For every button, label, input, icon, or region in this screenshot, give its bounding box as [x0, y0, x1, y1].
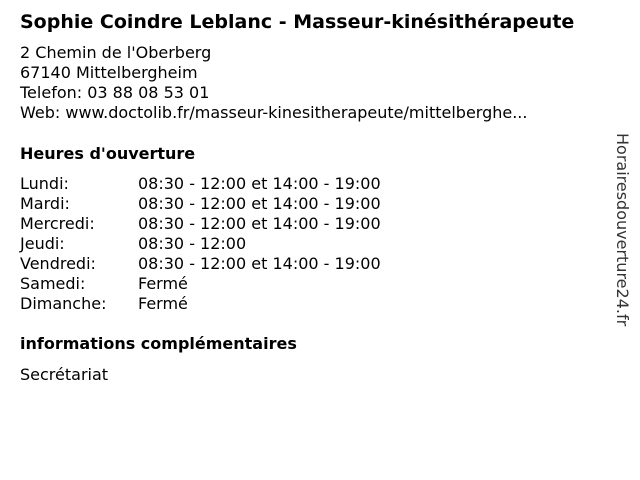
page-title: Sophie Coindre Leblanc - Masseur-kinésithérapeute [20, 11, 575, 33]
hours-day: Dimanche: [20, 294, 107, 313]
hours-day: Mardi: [20, 194, 70, 213]
hours-day: Jeudi: [20, 234, 65, 253]
hours-time: 08:30 - 12:00 et 14:00 - 19:00 [138, 254, 381, 273]
hours-day: Lundi: [20, 174, 69, 193]
address-street: 2 Chemin de l'Oberberg [20, 43, 212, 62]
hours-row-jeudi [20, 234, 381, 254]
hours-row-lundi [20, 174, 381, 194]
hours-row-mardi [20, 194, 381, 214]
address-block [20, 43, 527, 123]
hours-row-dimanche [20, 294, 381, 314]
address-city: 67140 Mittelbergheim [20, 63, 198, 82]
hours-row-vendredi [20, 254, 381, 274]
phone-number[interactable]: Telefon: 03 88 08 53 01 [20, 83, 210, 102]
hours-time: 08:30 - 12:00 et 14:00 - 19:00 [138, 194, 381, 213]
hours-time: 08:30 - 12:00 [138, 234, 247, 253]
hours-row-samedi [20, 274, 381, 294]
hours-time: 08:30 - 12:00 et 14:00 - 19:00 [138, 174, 381, 193]
hours-day: Mercredi: [20, 214, 95, 233]
site-watermark: Horairesdouverture24.fr [613, 133, 632, 327]
hours-time: Fermé [138, 274, 188, 293]
info-text: Secrétariat [20, 365, 109, 384]
hours-list [20, 174, 381, 314]
hours-heading: Heures d'ouverture [20, 144, 196, 163]
hours-day: Samedi: [20, 274, 86, 293]
hours-time: 08:30 - 12:00 et 14:00 - 19:00 [138, 214, 381, 233]
hours-day: Vendredi: [20, 254, 96, 273]
hours-row-mercredi [20, 214, 381, 234]
website-link[interactable]: Web: www.doctolib.fr/masseur-kinesitherapeute/mittelberghe... [20, 103, 528, 122]
hours-time: Fermé [138, 294, 188, 313]
info-heading: informations complémentaires [20, 334, 297, 353]
